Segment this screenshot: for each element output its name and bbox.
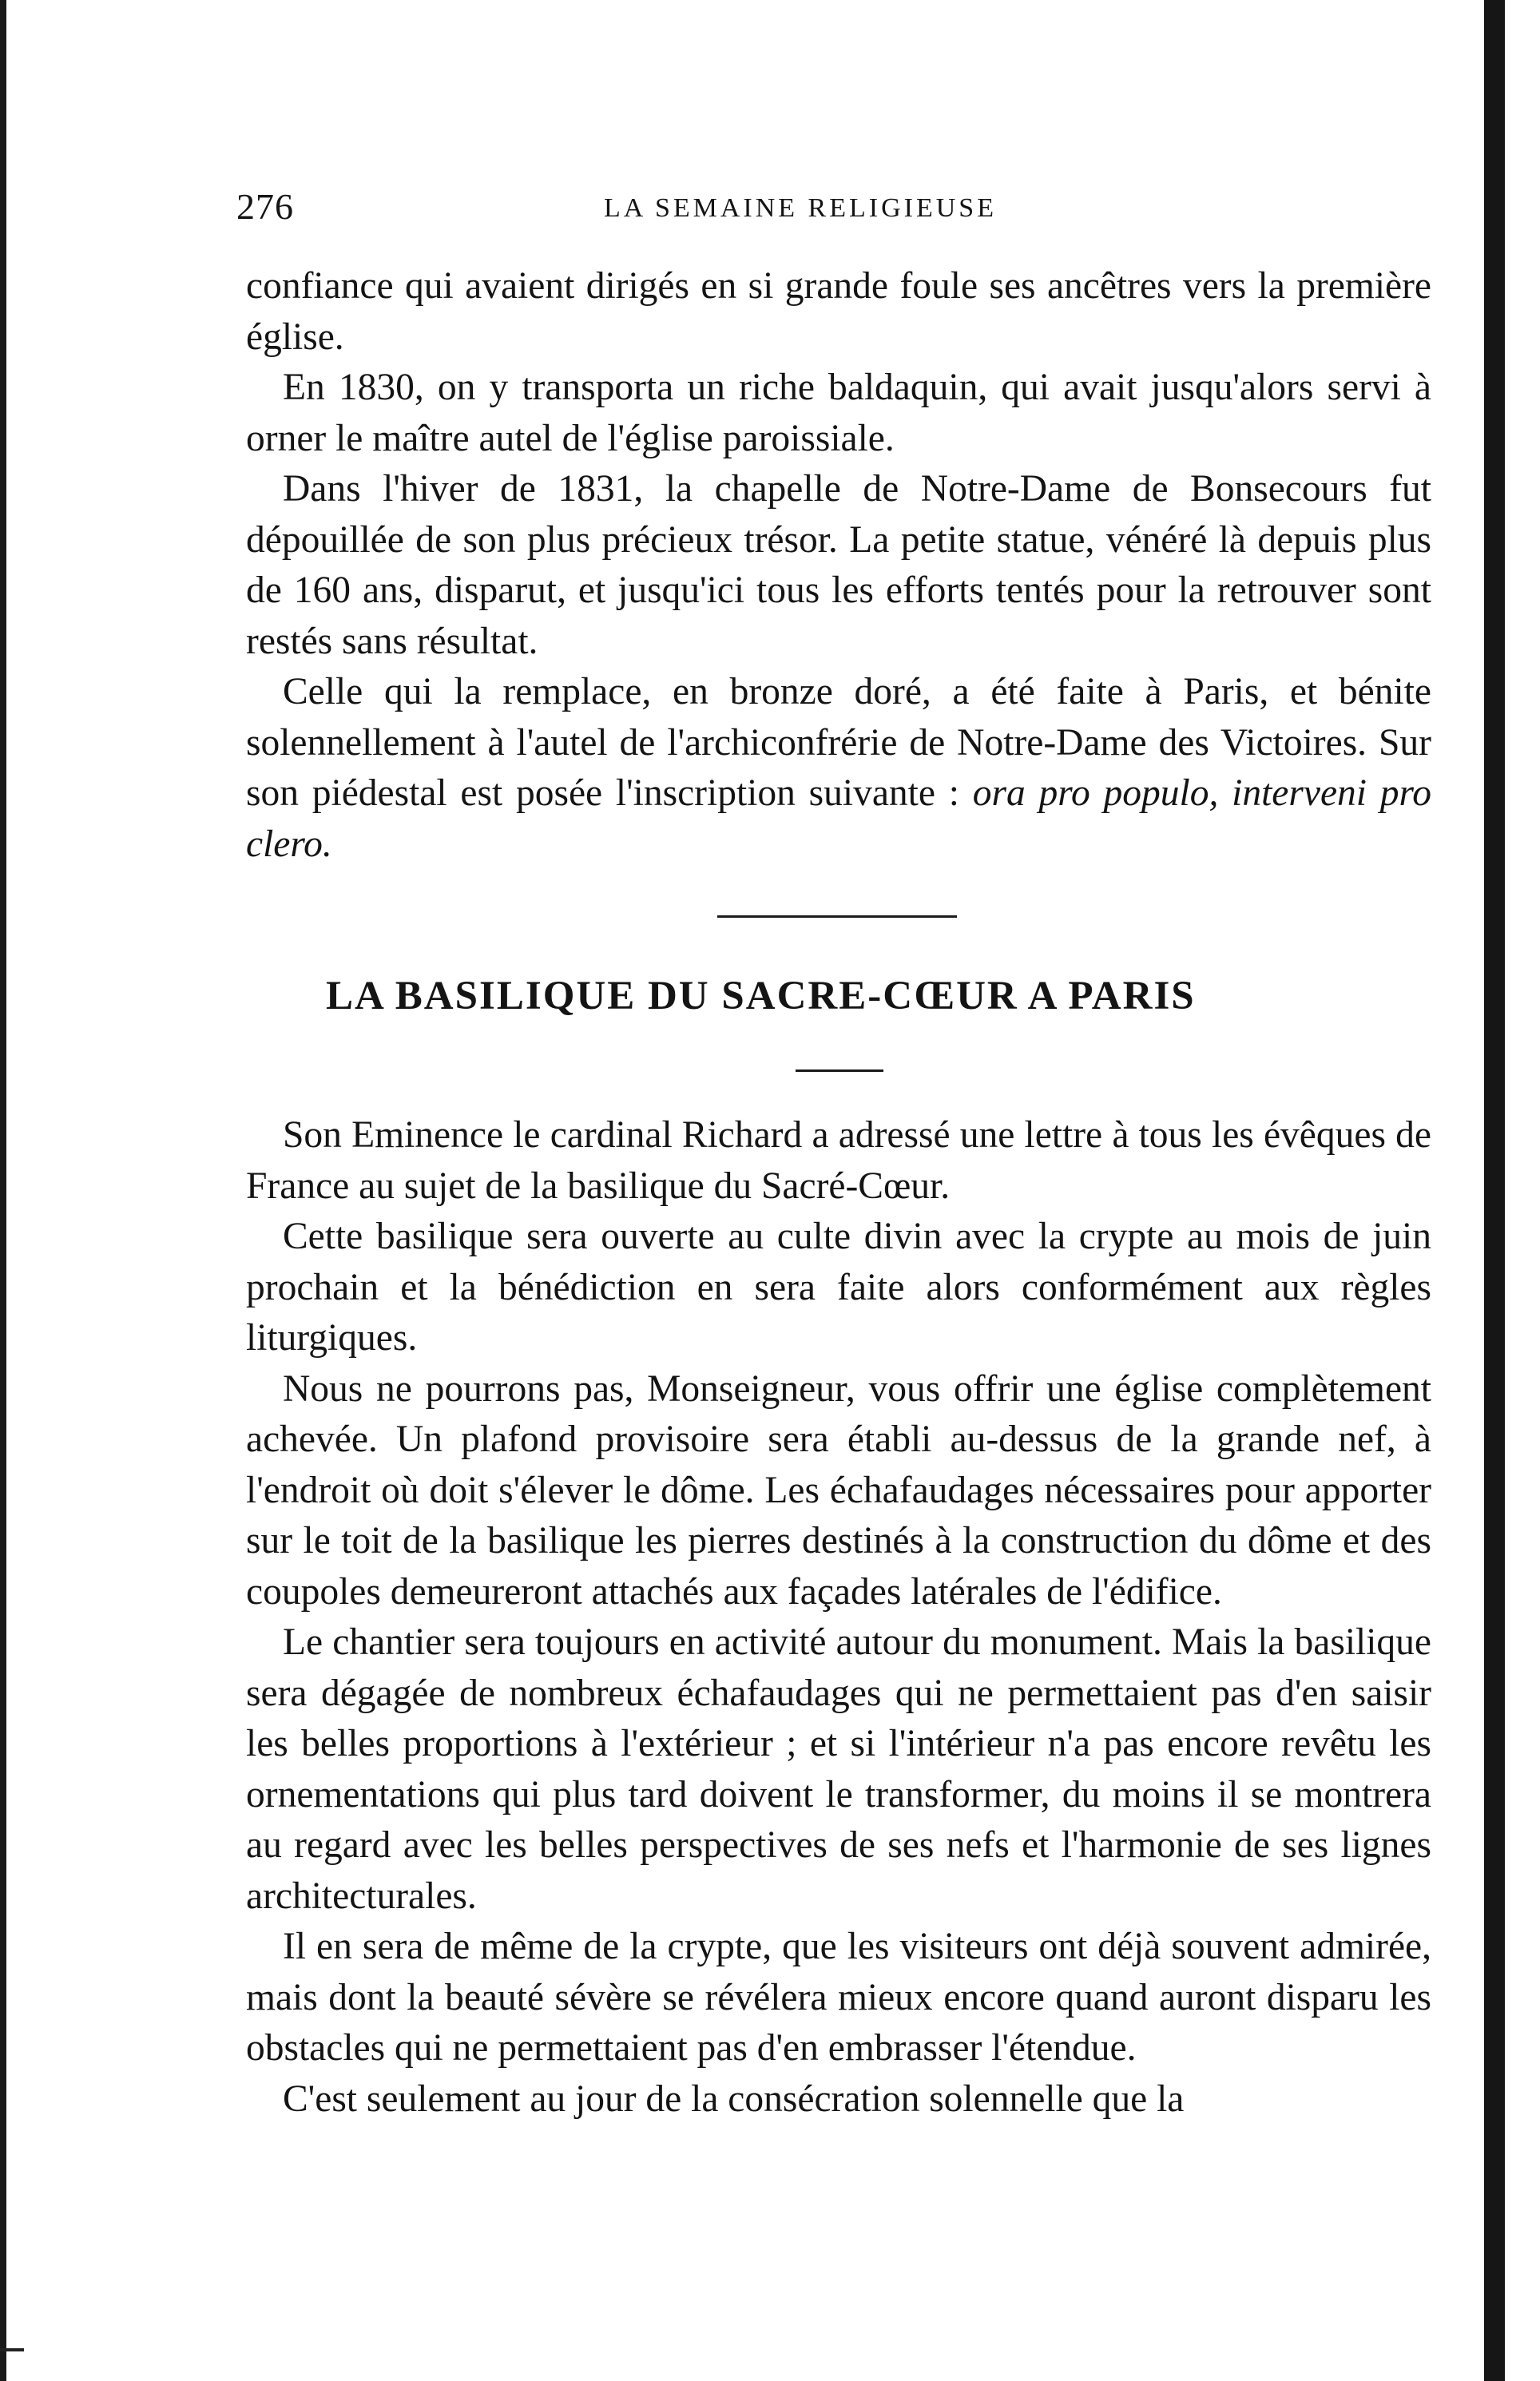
text-block-basilique bbox=[246, 1110, 1431, 2125]
paragraph: En 1830, on y transporta un riche baldaquin, qui avait jusqu'alors servi à orner le maître autel de l'église paroissiale. bbox=[246, 367, 1431, 459]
paragraph: Son Eminence le cardinal Richard a adressé une lettre à tous les évêques de France au sujet de la basilique du Sacré-Cœur. bbox=[246, 1114, 1431, 1207]
scan-edge-left bbox=[0, 0, 6, 2381]
section-title: LA BASILIQUE DU SACRE-CŒUR A PARIS bbox=[326, 974, 1196, 1018]
scan-edge-mark bbox=[0, 2348, 24, 2351]
paragraph bbox=[246, 667, 1431, 870]
page-header bbox=[236, 185, 1435, 233]
scan-edge-right bbox=[1484, 0, 1505, 2381]
text-block-bonsecours bbox=[246, 261, 1431, 870]
title-underline-rule bbox=[796, 1069, 883, 1072]
paragraph: Le chantier sera toujours en activité autour du monument. Mais la basilique sera dégagée de nombreux échafaudages qui ne permettaient pas d'en saisir les belles proportions à l'extérieur ; et si l'intérieur n'a pas encore revêtu les ornementations qui plus tard doivent le transformer, du moins il se montrera au regard avec les belles perspectives de ses nefs et l'harmonie de ses lignes architecturales. bbox=[246, 1621, 1431, 1917]
section-separator-rule bbox=[717, 915, 957, 918]
paragraph: confiance qui avaient dirigés en si grande foule ses ancêtres vers la première église. bbox=[246, 265, 1431, 358]
paragraph: Nous ne pourrons pas, Monseigneur, vous offrir une église complètement achevée. Un plafond provisoire sera établi au-dessus de la grande nef, à l'endroit où doit s'élever le dôme. Les échafaudages nécessaires pour apporter sur le toit de la basilique les pierres destinés à la construction du dôme et des coupoles demeureront attachés aux façades latérales de l'édifice. bbox=[246, 1367, 1431, 1613]
paragraph: Dans l'hiver de 1831, la chapelle de Notre-Dame de Bonsecours fut dépouillée de son plus précieux trésor. La petite statue, vénéré là depuis plus de 160 ans, disparut, et jusqu'ici tous les efforts tentés pour la retrouver sont restés sans résultat. bbox=[246, 468, 1431, 662]
running-head: LA SEMAINE RELIGIEUSE bbox=[604, 193, 997, 223]
paragraph: Il en sera de même de la crypte, que les visiteurs ont déjà souvent admirée, mais dont la beauté sévère se révélera mieux encore quand auront disparu les obstacles qui ne permettaient pas d'en embrasser l'étendue. bbox=[246, 1926, 1431, 2069]
latin-inscription: ora pro populo, interveni pro clero. bbox=[246, 772, 1431, 865]
page-number: 276 bbox=[236, 186, 294, 227]
paragraph: Cette basilique sera ouverte au culte divin avec la crypte au mois de juin prochain et la bénédiction en sera faite alors conformément aux règles liturgiques. bbox=[246, 1216, 1431, 1359]
paragraph-text: Celle qui la remplace, en bronze doré, a été faite à Paris, et bénite solennellement à l'autel de l'archiconfrérie de Notre-Dame des Victoires. Sur son piédestal est posée l'inscription suivante : bbox=[246, 671, 1431, 814]
paragraph: C'est seulement au jour de la consécration solennelle que la bbox=[283, 2077, 1185, 2120]
